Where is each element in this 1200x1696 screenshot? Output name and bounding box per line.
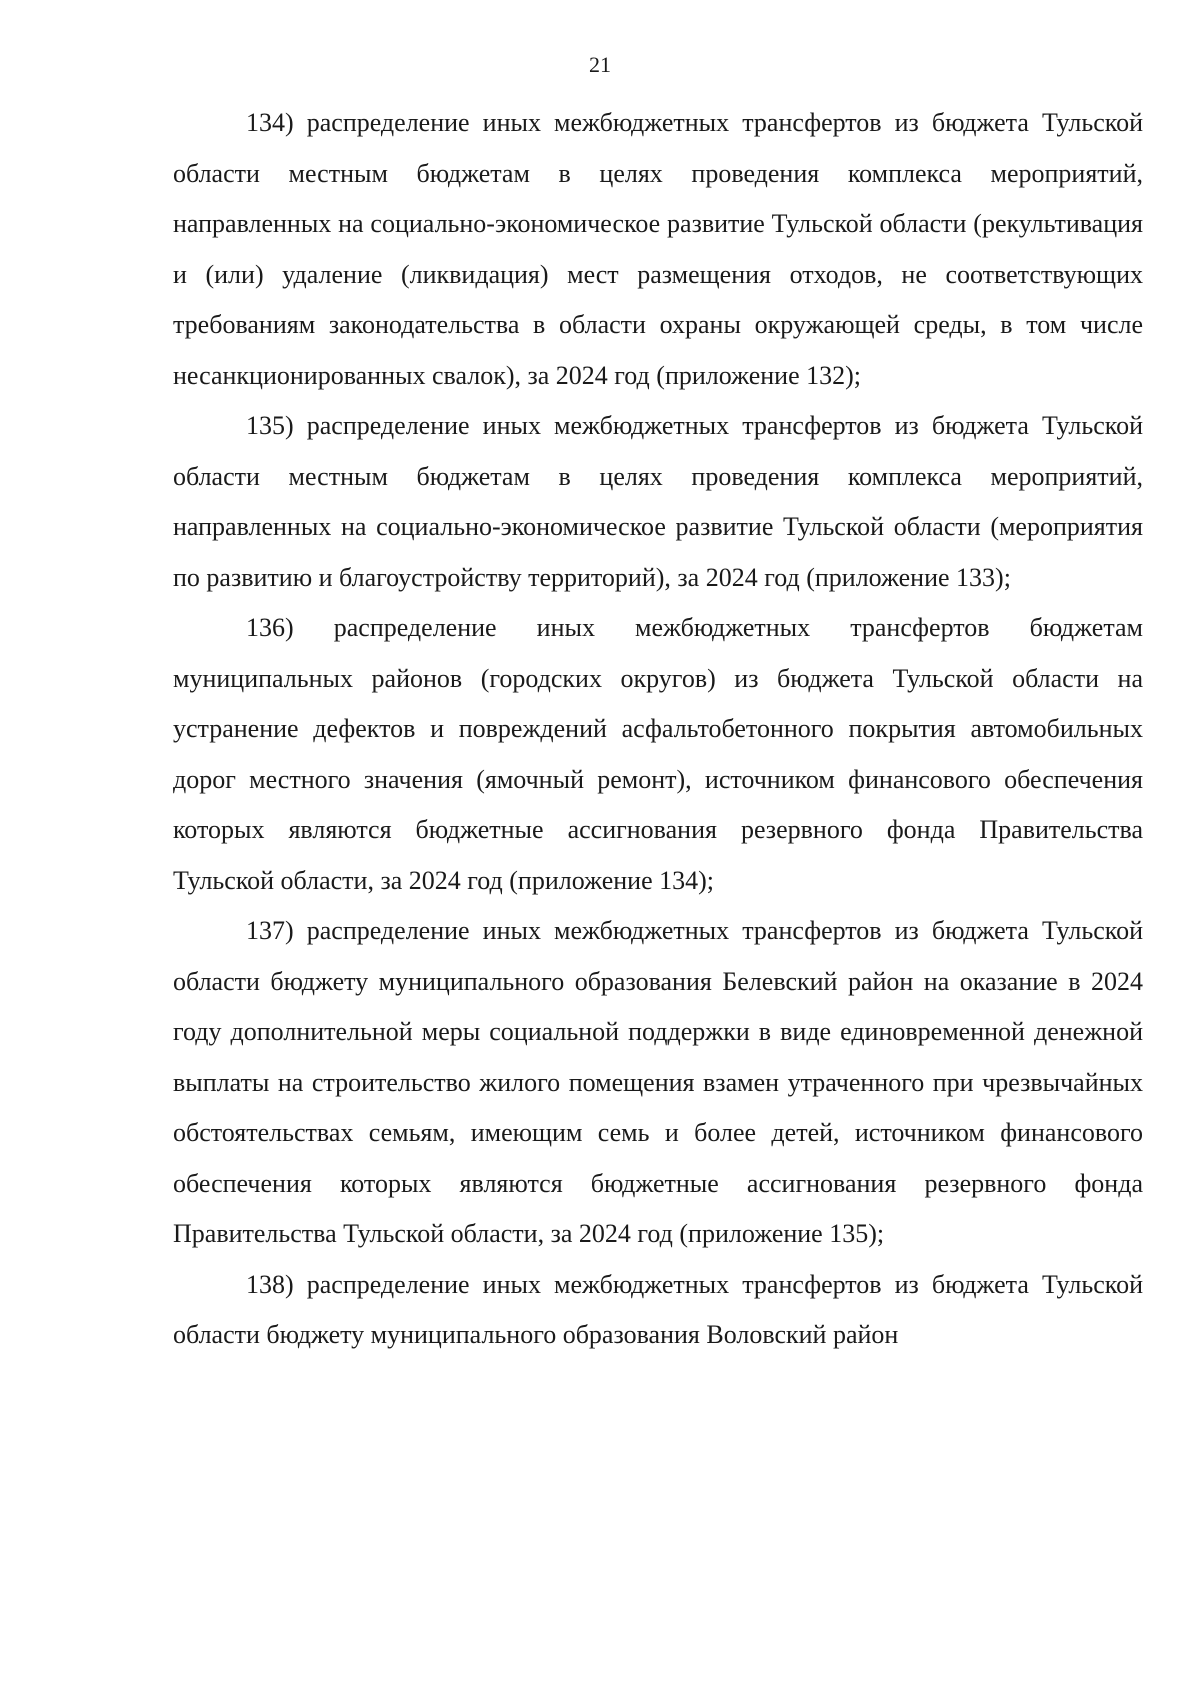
paragraph-134: 134) распределение иных межбюджетных трансфертов из бюджета Тульской области местным бюджетам в целях проведения комплекса мероприятий, направленных на социально-экономическое развитие Тульской области (рекультивация и (или) удаление (ликвидация) мест размещения отходов, не соответствующих требованиям законодательства в области охраны окружающей среды, в том числе несанкционированных свалок), за 2024 год (приложение 132); xyxy=(173,108,1143,390)
paragraph-136: 136) распределение иных межбюджетных трансфертов бюджетам муниципальных районов (городских округов) из бюджета Тульской области на устранение дефектов и повреждений асфальтобетонного покрытия автомобильных дорог местного значения (ямочный ремонт), источником финансового обеспечения которых являются бюджетные ассигнования резервного фонда Правительства Тульской области, за 2024 год (приложение 134); xyxy=(173,613,1143,895)
paragraph-138: 138) распределение иных межбюджетных трансфертов из бюджета Тульской области бюджету муниципального образования Воловский район xyxy=(173,1269,1143,1349)
paragraph-137: 137) распределение иных межбюджетных трансфертов из бюджета Тульской области бюджету муниципального образования Белевский район на оказание в 2024 году дополнительной меры социальной поддержки в виде единовременной денежной выплаты на строительство жилого помещения взамен утраченного при чрезвычайных обстоятельствах семьям, имеющим семь и более детей, источником финансового обеспечения которых являются бюджетные ассигнования резервного фонда Правительства Тульской области, за 2024 год (приложение 135); xyxy=(173,916,1143,1248)
document-body xyxy=(173,98,1143,1361)
page-number: 21 xyxy=(589,52,611,77)
paragraph-135: 135) распределение иных межбюджетных трансфертов из бюджета Тульской области местным бюджетам в целях проведения комплекса мероприятий, направленных на социально-экономическое развитие Тульской области (мероприятия по развитию и благоустройству территорий), за 2024 год (приложение 133); xyxy=(173,411,1143,592)
